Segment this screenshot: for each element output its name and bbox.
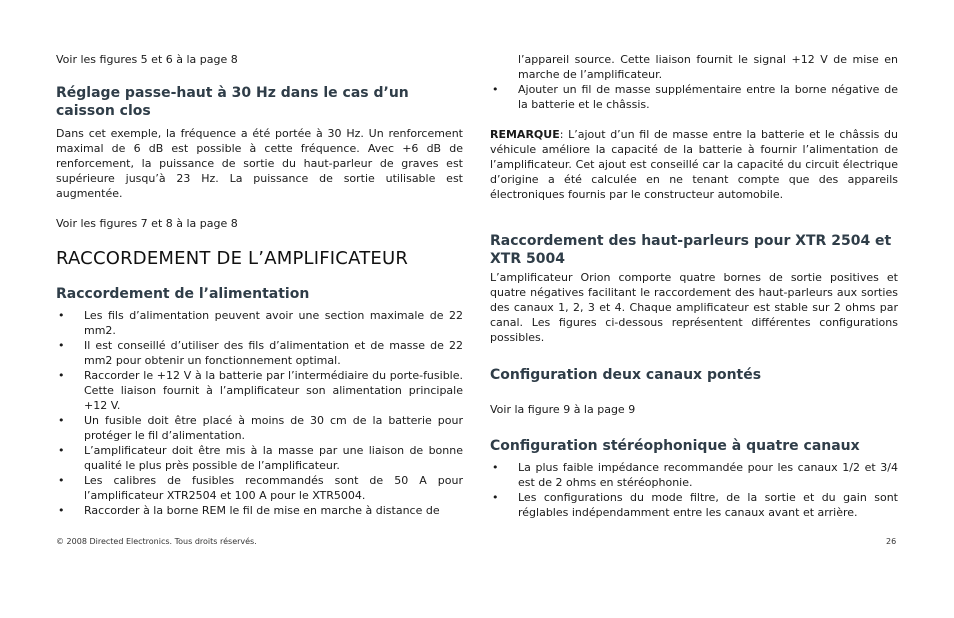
list-item: • Les calibres de fusibles recommandés sont de 50 A pour l’amplificateur XTR2504 et 100 A pour le XTR5004. (56, 473, 463, 503)
heading-stereo-quatre-canaux: Configuration stéréophonique à quatre canaux (490, 438, 860, 454)
footer-copyright: © 2008 Directed Electronics. Tous droits réservés. (56, 537, 257, 546)
remarque-text: : L’ajout d’un fil de masse entre la batterie et le châssis du véhicule améliore la capacité de la batterie à fournir l’alimentation de l’amplificateur. Cet ajout est conseillé car la capacité du circuit électrique d’origine a été calculée en ne tenant compte que des appareils électroniques fournis par le constructeur automobile. (490, 128, 898, 201)
list-item: • Ajouter un fil de masse supplémentaire entre la borne négative de la batterie et le châssis. (490, 82, 898, 112)
list-item: • Raccorder le +12 V à la batterie par l’intermédiaire du porte-fusible. Cette liaison fournit à l’amplificateur son alimentation principale +12 V. (56, 368, 463, 413)
paragraph-passe-haut: Dans cet exemple, la fréquence a été portée à 30 Hz. Un renforcement maximal de 6 dB est possible à cette fréquence. Avec +6 dB de renforcement, la puissance de sortie du haut-parleur de graves est supérieure jusqu’à 23 Hz. La puissance de sortie utilisable est augmentée. (56, 127, 463, 200)
heading-canaux-pontes: Configuration deux canaux pontés (490, 367, 762, 383)
left-column (56, 52, 463, 518)
list-item: • La plus faible impédance recommandée pour les canaux 1/2 et 3/4 est de 2 ohms en stéréophonie. (490, 460, 898, 490)
right-column (490, 52, 898, 520)
list-stereo (490, 460, 898, 520)
heading-haut-parleurs: Raccordement des haut-parleurs pour XTR 2504 et XTR 5004 (490, 233, 892, 267)
list-item: • Les configurations du mode filtre, de la sortie et du gain sont réglables indépendamment entre les canaux avant et arrière. (490, 490, 898, 520)
list-item: • Un fusible doit être placé à moins de 30 cm de la batterie pour protéger le fil d’alimentation. (56, 413, 463, 443)
list-alimentation (56, 308, 463, 518)
remarque-paragraph (490, 127, 898, 202)
remarque-label: REMARQUE (490, 128, 560, 141)
heading-passe-haut: Réglage passe-haut à 30 Hz dans le cas d’un caisson clos (56, 85, 409, 119)
list-masse (490, 82, 898, 112)
heading-alimentation: Raccordement de l’alimentation (56, 286, 310, 302)
page-number: 26 (886, 537, 897, 546)
figure-reference-7-8: Voir les figures 7 et 8 à la page 8 (56, 217, 238, 230)
figure-reference-9: Voir la figure 9 à la page 9 (490, 403, 636, 416)
list-item: • Les fils d’alimentation peuvent avoir une section maximale de 22 mm2. (56, 308, 463, 338)
figure-reference-5-6: Voir les figures 5 et 6 à la page 8 (56, 53, 238, 66)
section-title-raccordement: RACCORDEMENT DE L’AMPLIFICATEUR (56, 248, 409, 269)
list-item: • Il est conseillé d’utiliser des fils d’alimentation et de masse de 22 mm2 pour obtenir un fonctionnement optimal. (56, 338, 463, 368)
list-item-continuation: l’appareil source. Cette liaison fournit le signal +12 V de mise en marche de l’amplificateur. (518, 53, 898, 81)
list-item: • L’amplificateur doit être mis à la masse par une liaison de bonne qualité le plus près possible de l’amplificateur. (56, 443, 463, 473)
list-item: • Raccorder à la borne REM le fil de mise en marche à distance de (56, 503, 463, 518)
paragraph-haut-parleurs: L’amplificateur Orion comporte quatre bornes de sortie positives et quatre négatives facilitant le raccordement des haut-parleurs aux sorties des canaux 1, 2, 3 et 4. Chaque amplificateur est stable sur 2 ohms par canal. Les figures ci-dessous représentent différentes configurations possibles. (490, 271, 898, 344)
